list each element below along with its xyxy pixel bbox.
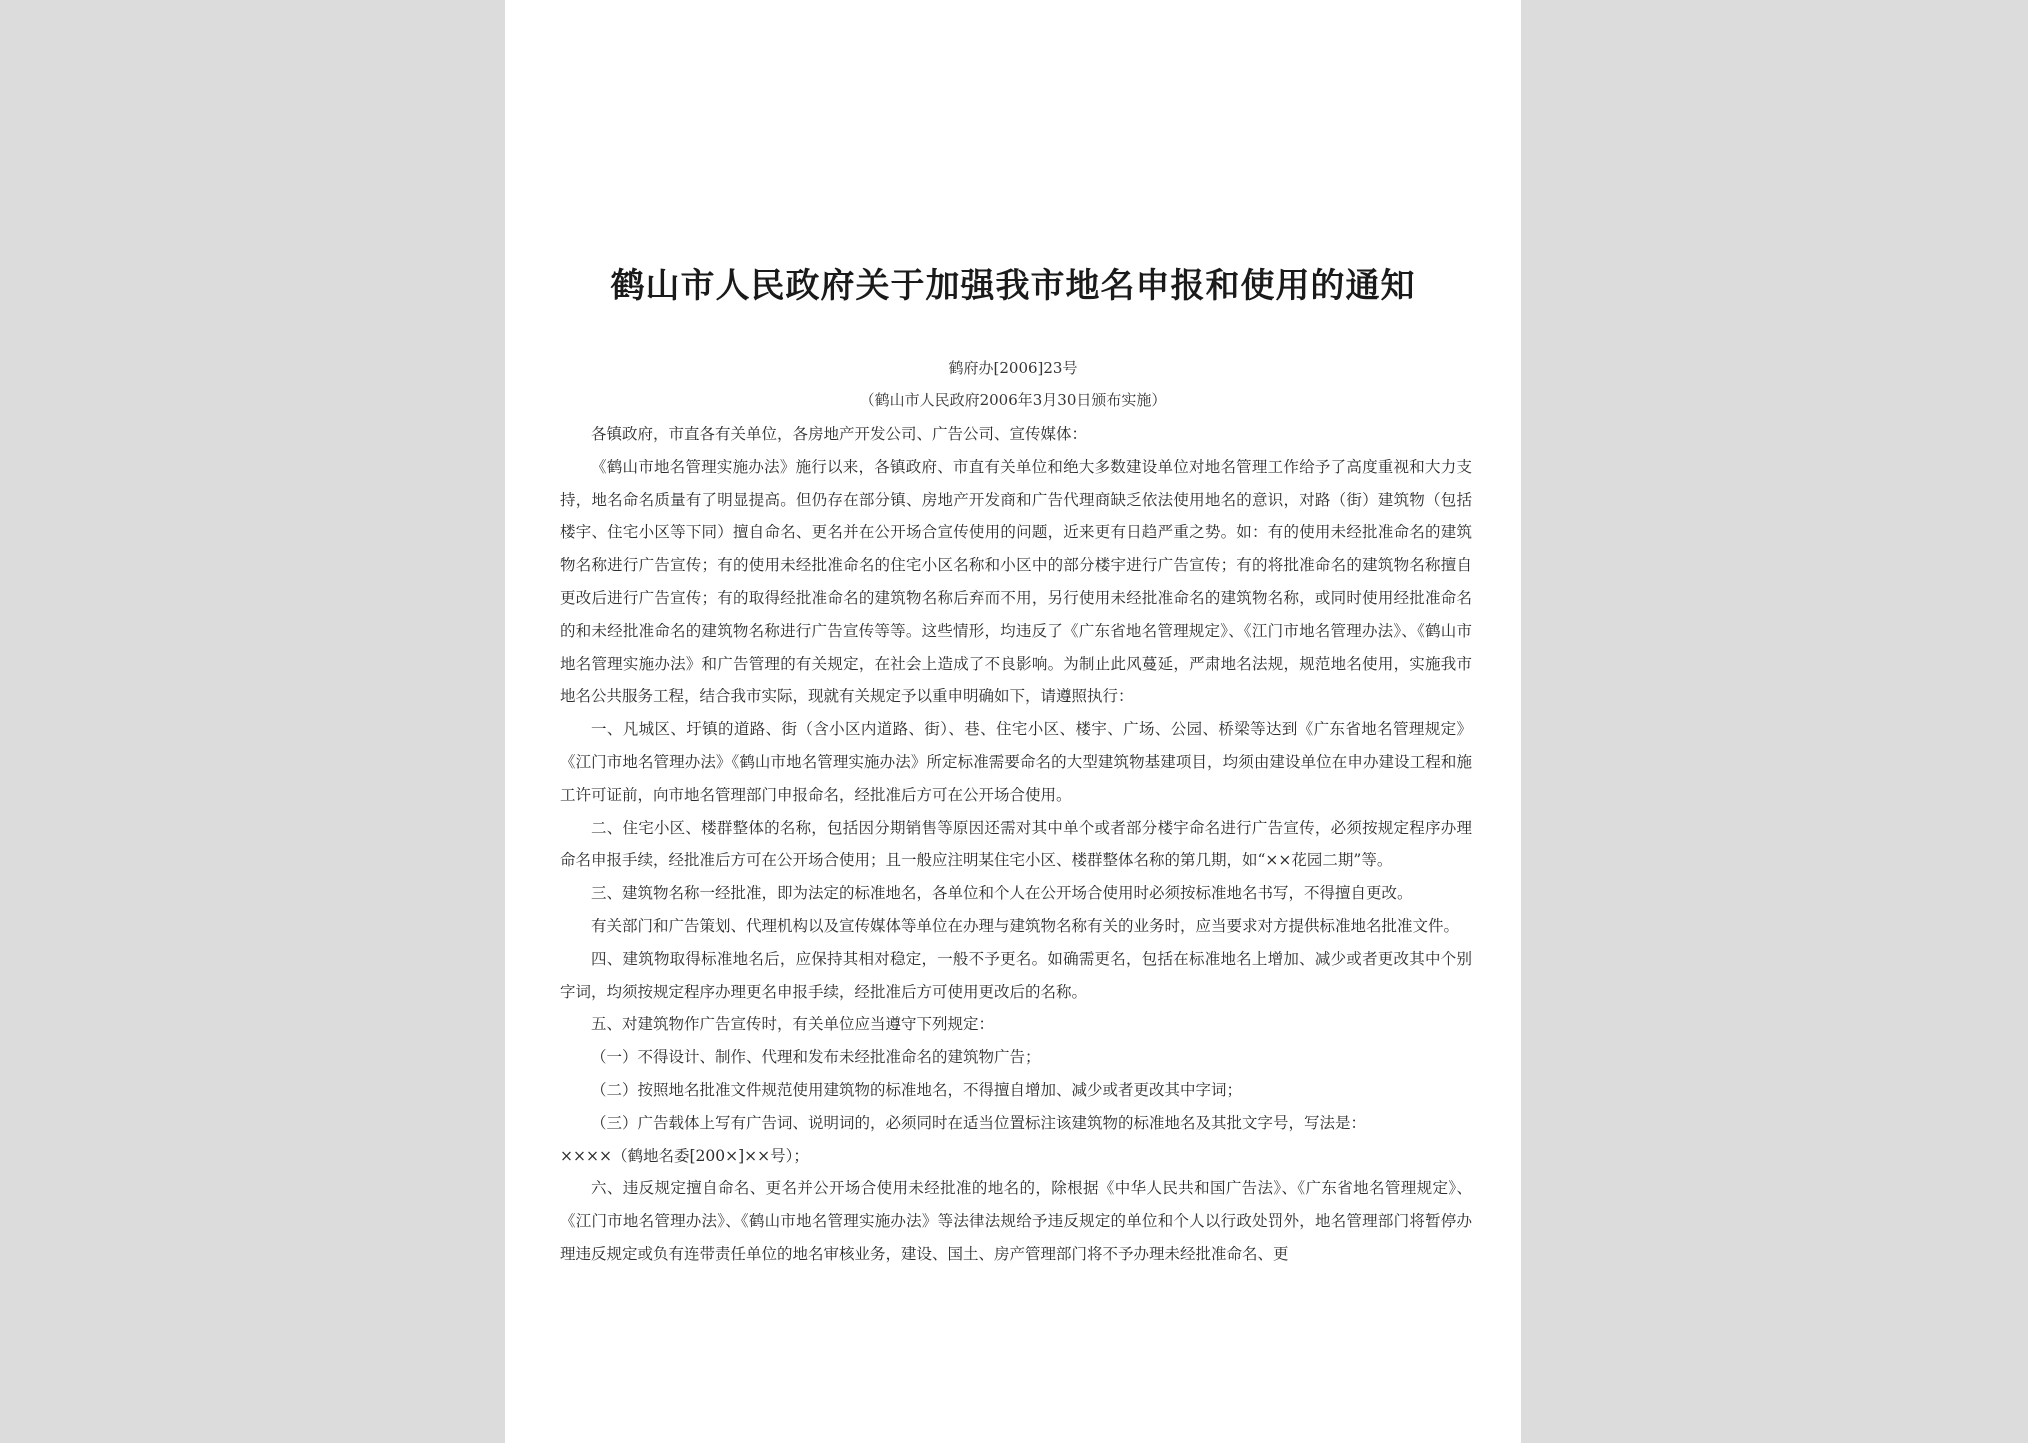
paragraph-item-6: 六、违反规定擅自命名、更名并公开场合使用未经批准的地名的，除根据《中华人民共和国广告法》、《广东省地名管理规定》、《江门市地名管理办法》、《鹤山市地名管理实施办法》等法律法规给予违反规定的单位和个人以行政处罚外，地名管理部门将暂停办理违反规定或负有连带责任单位的地名审核业务，建设、国土、房产管理部门将不予办理未经批准命名、更 [560, 1179, 1472, 1263]
paragraph-background: 《鹤山市地名管理实施办法》施行以来，各镇政府、市直有关单位和绝大多数建设单位对地名管理工作给予了高度重视和大力支持，地名命名质量有了明显提高。但仍存在部分镇、房地产开发商和广告代理商缺乏依法使用地名的意识，对路（街）建筑物（包括楼宇、住宅小区等下同）擅自命名、更名并在公开场合宣传使用的问题，近来更有日趋严重之势。如：有的使用未经批准命名的建筑物名称进行广告宣传；有的使用未经批准命名的住宅小区名称和小区中的部分楼宇进行广告宣传；有的将批准命名的建筑物名称擅自更改后进行广告宣传；有的取得经批准命名的建筑物名称后弃而不用，另行使用未经批准命名的建筑物名称，或同时使用经批准命名的和未经批准命名的建筑物名称进行广告宣传等等。这些情形，均违反了《广东省地名管理规定》、《江门市地名管理办法》、《鹤山市地名管理实施办法》和广告管理的有关规定，在社会上造成了不良影响。为制止此风蔓延，严肃地名法规，规范地名使用，实施我市地名公共服务工程，结合我市实际，现就有关规定予以重申明确如下，请遵照执行： [560, 457, 1472, 706]
paragraph-item-3: 三、建筑物名称一经批准，即为法定的标准地名，各单位和个人在公开场合使用时必须按标准地名书写，不得擅自更改。 [591, 884, 1413, 903]
paragraph-item-3-note: 有关部门和广告策划、代理机构以及宣传媒体等单位在办理与建筑物名称有关的业务时，应当要求对方提供标准地名批准文件。 [591, 916, 1460, 935]
paragraph-item-5: 五、对建筑物作广告宣传时，有关单位应当遵守下列规定： [591, 1015, 995, 1034]
document-number: 鹤府办[2006]23号 [948, 359, 1078, 377]
paragraph-format-example: ××××（鹤地名委[200×]××号）； [560, 1146, 809, 1165]
paragraph-item-5-3: （三）广告载体上写有广告词、说明词的，必须同时在适当位置标注该建筑物的标准地名及其批文字号，写法是： [591, 1113, 1367, 1132]
document-body [560, 418, 1472, 1271]
paragraph-item-2: 二、住宅小区、楼群整体的名称，包括因分期销售等原因还需对其中单个或者部分楼宇命名进行广告宣传，必须按规定程序办理命名申报手续，经批准后方可在公开场合使用；且一般应注明某住宅小区、楼群整体名称的第几期，如“××花园二期”等。 [560, 818, 1472, 870]
paragraph-item-5-2: （二）按照地名批准文件规范使用建筑物的标准地名，不得擅自增加、减少或者更改其中字词； [591, 1080, 1243, 1099]
paragraph-item-1: 一、凡城区、圩镇的道路、街（含小区内道路、街）、巷、住宅小区、楼宇、广场、公园、桥梁等达到《广东省地名管理规定》《江门市地名管理办法》《鹤山市地名管理实施办法》所定标准需要命名的大型建筑物基建项目，均须由建设单位在申办建设工程和施工许可证前，向市地名管理部门申报命名，经批准后方可在公开场合使用。 [560, 720, 1472, 804]
paragraph-addressees: 各镇政府，市直各有关单位，各房地产开发公司、广告公司、宣传媒体： [591, 425, 1088, 443]
paragraph-item-4: 四、建筑物取得标准地名后，应保持其相对稳定，一般不予更名。如确需更名，包括在标准地名上增加、减少或者更改其中个别字词，均须按规定程序办理更名申报手续，经批准后方可使用更改后的名称。 [560, 949, 1472, 1001]
paragraph-item-5-1: （一）不得设计、制作、代理和发布未经批准命名的建筑物广告； [591, 1048, 1041, 1067]
issue-note: （鹤山市人民政府2006年3月30日颁布实施） [859, 391, 1167, 409]
document-page [505, 0, 1521, 1443]
document-title: 鹤山市人民政府关于加强我市地名申报和使用的通知 [610, 266, 1416, 306]
